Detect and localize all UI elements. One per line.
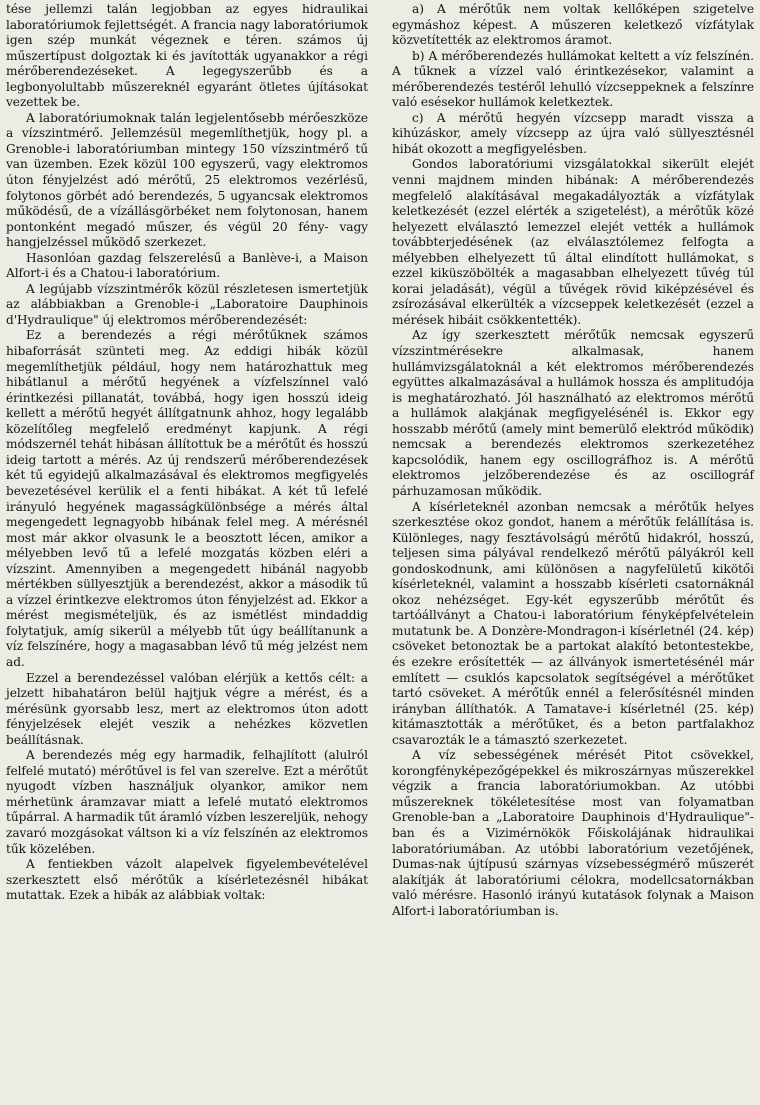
right-column	[384, 2, 754, 1105]
paragraph: Hasonlóan gazdag felszerelésű a Banlève-i, a Maison Alfort-i és a Chatou-i laboratórium.	[6, 250, 368, 281]
paragraph: A berendezés még egy harmadik, felhajlított (alulról felfelé mutató) mérőtűvel is fel van szerelve. Ezt a mérőtűt nyugodt vízben használjuk olyankor, amikor nem mérhetünk áramzavar miatt a lefelé mutató elektromos tűpárral. A harmadik tűt áramló vízben leszereljük, nehogy zavaró mozgásokat váltson ki a víz felszínén az elektromos tűk közelében.	[6, 748, 368, 856]
paragraph: A kísérleteknél azonban nemcsak a mérőtűk helyes szerkesztése okoz gondot, hanem a mérőtűk felállítása is. Különleges, nagy fesztávolságú mérőtű hidakról, hosszú, teljesen sima pályával rendelkező mérőtű pályákról kell gondoskodnunk, ami különösen a nagyfelületű kikötői kísérleteknél, valamint a hosszabb kísérleti csatornáknál okoz nehézséget. Egy-két egyszerűbb mérőtűt és tartóállványt a Chatou-i laboratórium fényképfelvételein mutatunk be. A Donzère-Mondragon-i kísérletnél (24. kép) csöveket betonoztak be a partokat alakító betontestekbe, és ezekre erősítették — az állványok ismertetésénél már említett — csuklós kapcsolatok segítségével a mérőtűket tartó csöveket. A mérőtűk ennél a felerősítésnél minden irányban állíthatók. A Tamatave-i kísérletnél (25. kép) kitámasztották a mérőtűket, és a beton partfalakhoz csavarozták le a támasztó szerkezetet.	[392, 499, 754, 747]
paragraph: Az így szerkesztett mérőtűk nemcsak egyszerű vízszintmérésekre alkalmasak, hanem hullámvizsgálatoknál a két elektromos mérőberendezés együttes alkalmazásával a hullámok hossza és amplitudója is meghatározható. Jól használható az elektromos mérőtű a hullámok alakjának megfigyelésénél is. Ekkor egy hosszabb mérőtű (amely mint bemerülő elektród működik) nemcsak a berendezés elektromos szerkezetéhez kapcsolódik, hanem egy oscillográfhoz is. A mérőtű elektromos jelzőberendezése és az oscillográf párhuzamosan működik.	[392, 328, 754, 498]
column-gutter	[376, 2, 384, 1105]
paragraph: c) A mérőtű hegyén vízcsepp maradt vissza a kihúzáskor, amely vízcsepp az újra való süllyesztésnél hibát okozott a megfigyelésben.	[392, 110, 754, 156]
left-column	[6, 2, 376, 1105]
paragraph: Gondos laboratóriumi vizsgálatokkal sikerült elejét venni majdnem minden hibának: A mérőberendezés megfelelő alakításával megakadályozták a vízfátylak keletkezését (ezzel elérték a szigetelést), a mérőtűk közé helyezett elválasztó lemezzel elejét vették a hullámok továbbterjedésének (az elválasztólemez felfogta a mélyebben elhelyezett tű által elindított hullámokat, s ezzel kiküszöbölték a magasabban elhelyezett tűvég túl korai jeladását), végül a tűvégek rövid kiképzésével és zsírozásával elkerülték a vízcseppek keletkezését (ezzel a mérések hibáit csökkentették).	[392, 157, 754, 327]
paragraph: a) A mérőtűk nem voltak kellőképen szigetelve egymáshoz képest. A műszeren keletkező vízfátylak közvetítették az elektromos áramot.	[392, 2, 754, 48]
paragraph: Ezzel a berendezéssel valóban elérjük a kettős célt: a jelzett hibahatáron belül hajtjuk végre a mérést, és a mérésünk gyorsabb lesz, mert az elektromos úton adott fényjelzések elejét veszik a nehézkes közvetlen beállításnak.	[6, 670, 368, 747]
paragraph: A legújabb vízszintmérők közül részletesen ismertetjük az alábbiakban a Grenoble-i „Laboratoire Dauphinois d'Hydraulique" új elektromos mérőberendezését:	[6, 281, 368, 327]
paragraph: A laboratóriumoknak talán legjelentősebb mérőeszköze a vízszintmérő. Jellemzésül megemlíthetjük, hogy pl. a Grenoble-i laboratóriumban mintegy 150 vízszintmérő tű van üzemben. Ezek közül 100 egyszerű, vagy elektromos úton fényjelzést adó mérőtű, 25 elektromos vezérlésű, folytonos görbét adó berendezés, 5 ugyancsak elektromos működésű, de a vízállásgörbéket nem folytonosan, hanem pontonként megadó műszer, és végül 20 fény- vagy hangjelzéssel működő szerkezet.	[6, 110, 368, 250]
paragraph: A fentiekben vázolt alapelvek figyelembevételével szerkesztett első mérőtűk a kísérletezésnél hibákat mutattak. Ezek a hibák az alábbiak voltak:	[6, 857, 368, 903]
paragraph: A víz sebességének mérését Pitot csövekkel, korongfényképezőgépekkel és mikroszárnyas műszerekkel végzik a francia laboratóriumokban. Az utóbbi műszereknek tökéletesítése most van folyamatban Grenoble-ban a „Laboratoire Dauphinois d'Hydraulique"-ban és a Vizimérnökök Főiskolájának hidraulikai laboratóriumában. Az utóbbi laboratórium vezetőjének, Dumas-nak újtípusú szárnyas vízsebességmérő műszerét alakítják át laboratóriumi célokra, modellcsatornákban való mérésre. Hasonló irányú kutatások folynak a Maison Alfort-i laboratóriumban is.	[392, 748, 754, 918]
paragraph: Ez a berendezés a régi mérőtűknek számos hibaforrását szünteti meg. Az eddigi hibák közül megemlíthetjük például, hogy nem határozhattuk meg hibátlanul a mérőtű hegyének a vízfelszínnel való érintkezési pillanatát, továbbá, hogy igen hosszú ideig kellett a mérőtű hegyét állítgatnunk ahhoz, hogy legalább közelítőleg megfelelő eredményt kapjunk. A régi módszernél tehát hibásan állítottuk be a mérőtűt és hosszú ideig tartott a mérés. Az új rendszerű mérőberendezések két tű egyidejű alkalmazásával és elektromos megfigyelés bevezetésével kerülik el a fenti hibákat. A két tű lefelé irányuló hegyének magasságkülönbsége a mérés által megengedett legnagyobb hibának felel meg. A mérésnél most már akkor olvasunk le a beosztott lécen, amikor a mélyebben levő tű a lefelé mozgatás közben eléri a vízszint. Amennyiben a megengedett hibánál nagyobb mértékben süllyesztjük a berendezést, akkor a második tű a vízzel érintkezve elektromos úton fényjelzést ad. Ekkor a mérést megismételjük, és az ismétlést mindaddig folytatjuk, amíg sikerül a mélyebb tűt úgy beállítanunk a víz felszínére, hogy a magasabban lévő tű még jelzést nem ad.	[6, 328, 368, 669]
paragraph: tése jellemzi talán legjobban az egyes hidraulikai laboratóriumok fejlettségét. A francia nagy laboratóriumok igen szép munkát végeznek e téren. számos új műszertípust dolgoztak ki és javították ugyanakkor a régi mérőberendezéseket. A legegyszerűbb és a legbonyolultabb műszereknél egyaránt ötletes újításokat vezettek be.	[6, 2, 368, 110]
paragraph: b) A mérőberendezés hullámokat keltett a víz felszínén. A tűknek a vízzel való érintkezésekor, valamint a mérőberendezés testéről lehulló vízcseppeknek a felszínre való esésekor hullámok keletkeztek.	[392, 48, 754, 110]
